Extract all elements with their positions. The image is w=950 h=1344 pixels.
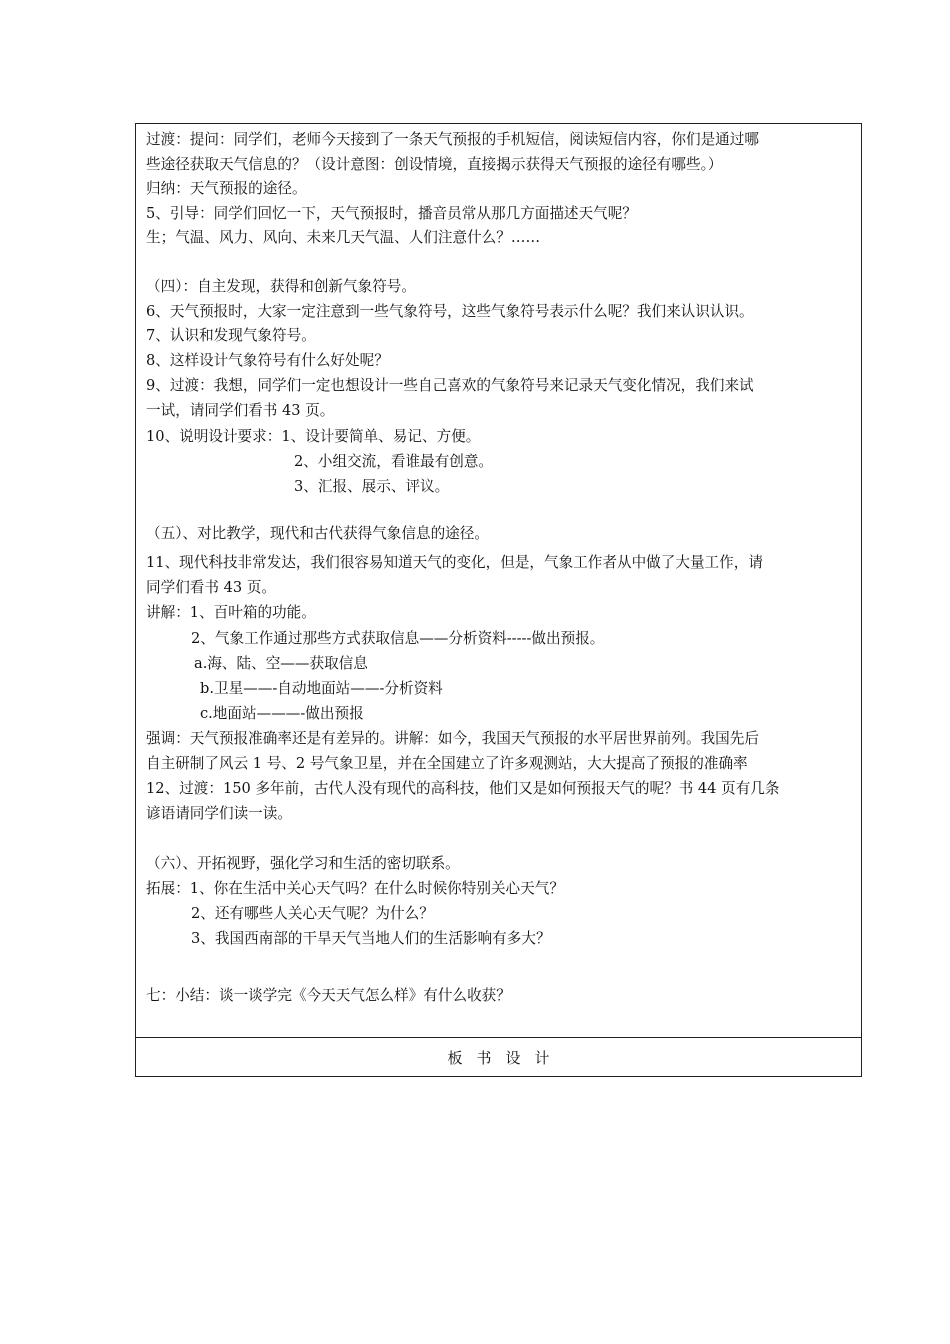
text-line: 生；气温、风力、风向、未来几天气温、人们注意什么？…… [146,229,541,246]
summary-line: 七：小结：谈一谈学完《今天天气怎么样》有什么收获？ [146,987,511,1004]
board-design-label: 板书设计 [447,1049,564,1067]
text-line: 讲解：1、百叶箱的功能。 [146,604,316,621]
text-line: 10、说明设计要求：1、设计要简单、易记、方便。 [146,428,481,445]
board-design-row [136,1037,861,1076]
text-line: 归纳：天气预报的途径。 [146,180,307,197]
text-line: 过渡：提问：同学们，老师今天接到了一条天气预报的手机短信，阅读短信内容，你们是通过哪 [146,131,759,148]
text-line: 2、气象工作通过那些方式获取信息——分析资料-----做出预报。 [191,630,605,647]
lesson-content [146,124,856,1040]
text-line: 些途径获取天气信息的？（设计意图：创设情境，直接揭示获得天气预报的途径有哪些。） [146,156,723,173]
text-line: 同学们看书 43 页。 [146,579,277,596]
text-line: 强调：天气预报准确率还是有差异的。讲解：如今，我国天气预报的水平居世界前列。我国先后 [146,730,759,747]
text-line: b.卫星——-自动地面站——-分析资料 [200,680,443,697]
text-line: 11、现代科技非常发达，我们很容易知道天气的变化，但是，气象工作者从中做了大量工作，请 [146,554,763,571]
text-line: 一试，请同学们看书 43 页。 [146,402,335,419]
text-line: a.海、陆、空——获取信息 [194,655,368,672]
text-line: 6、天气预报时，大家一定注意到一些气象符号，这些气象符号表示什么呢？我们来认识认识。 [146,303,754,320]
text-line: 7、认识和发现气象符号。 [146,327,316,344]
lesson-plan-table [135,123,862,1077]
text-line: 3、我国西南部的干旱天气当地人们的生活影响有多大？ [191,930,551,947]
text-line: 2、小组交流，看谁最有创意。 [294,453,494,470]
text-line: 3、汇报、展示、评议。 [294,478,450,495]
text-line: 谚语请同学们读一读。 [146,805,292,822]
text-line: 5、引导：同学们回忆一下，天气预报时，播音员常从那几方面描述天气呢？ [146,205,637,222]
text-line: c.地面站———-做出预报 [200,705,364,722]
text-line: 12、过渡：150 多年前，古代人没有现代的高科技，他们又是如何预报天气的呢？书 44 页有几条 [146,780,780,797]
section-heading: （四）：自主发现，获得和创新气象符号。 [146,278,416,295]
text-line: 8、这样设计气象符号有什么好处呢？ [146,352,389,369]
text-line: 9、过渡：我想，同学们一定也想设计一些自己喜欢的气象符号来记录天气变化情况，我们来试 [146,377,754,394]
text-line: 2、还有哪些人关心天气呢？为什么？ [191,905,434,922]
text-line: 自主研制了风云 1 号、2 号气象卫星，并在全国建立了许多观测站，大大提高了预报的准确率 [146,755,748,772]
text-line: 拓展：1、你在生活中关心天气吗？在什么时候你特别关心天气？ [146,880,564,897]
section-heading: （六）、开拓视野，强化学习和生活的密切联系。 [146,855,460,872]
section-heading: （五）、对比教学，现代和古代获得气象信息的途径。 [146,525,489,542]
